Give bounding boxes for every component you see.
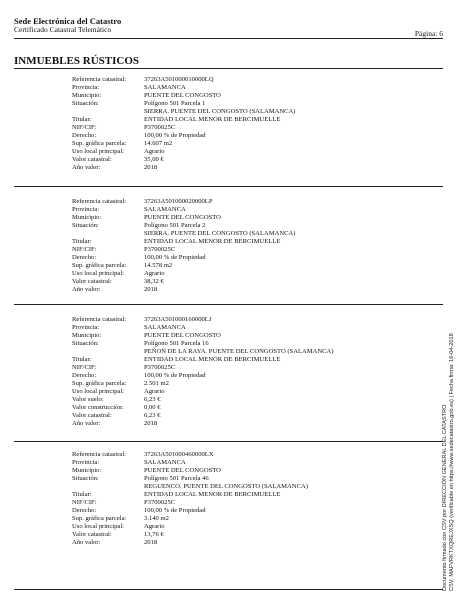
side-csv-text — [442, 333, 456, 591]
field-label: Provincia: — [72, 84, 100, 91]
field-label: Municipio: — [72, 467, 102, 474]
field-value: 100,00 % de Propiedad — [144, 372, 206, 379]
field-value: PUENTE DEL CONGOSTO — [144, 467, 221, 474]
header-subtitle: Certificado Catastral Telemático — [14, 25, 112, 34]
field-value: 100,00 % de Propiedad — [144, 132, 206, 139]
field-label: Valor catastral: — [72, 156, 112, 163]
field-label: Referencia catastral: — [72, 198, 126, 205]
field-value: 2018 — [144, 539, 158, 546]
field-value: P3700025C — [144, 499, 176, 506]
field-label: Provincia: — [72, 206, 100, 213]
field-label: Derecho: — [72, 132, 97, 139]
field-value: 37263A501000020000LP — [144, 198, 213, 205]
page-number: Página: 6 — [414, 29, 443, 38]
field-label: Titular: — [72, 238, 92, 245]
field-label: NIF/CIF: — [72, 364, 97, 371]
field-label: Valor suelo: — [72, 396, 104, 403]
field-value: 2.501 m2 — [144, 380, 169, 387]
field-value: 2018 — [144, 286, 158, 293]
field-label: Año valor: — [72, 286, 101, 293]
field-value: 6,23 € — [144, 412, 161, 419]
field-label: Derecho: — [72, 372, 97, 379]
field-label: Derecho: — [72, 507, 97, 514]
field-label: Año valor: — [72, 539, 101, 546]
field-value: 14.578 m2 — [144, 262, 173, 269]
field-value: 37263A501000010000LQ — [144, 76, 214, 83]
field-value: Polígono 501 Parcela 16 — [144, 340, 209, 347]
field-value: PUENTE DEL CONGOSTO — [144, 332, 221, 339]
record-divider — [14, 186, 443, 187]
field-label: Provincia: — [72, 459, 100, 466]
field-label: Sup. gráfica parcela: — [72, 262, 127, 269]
record-divider — [14, 304, 443, 305]
field-label: NIF/CIF: — [72, 499, 97, 506]
field-label: Año valor: — [72, 420, 101, 427]
field-label: Valor catastral: — [72, 412, 112, 419]
field-label: Municipio: — [72, 332, 102, 339]
field-value: 37263A501000460000LX — [144, 451, 214, 458]
field-value: SIERRA. PUENTE DEL CONGOSTO (SALAMANCA) — [144, 108, 296, 115]
field-label: Referencia catastral: — [72, 316, 126, 323]
field-value: Polígono 501 Parcela 2 — [144, 222, 206, 229]
field-value: P3700025C — [144, 124, 176, 131]
field-value: 6,23 € — [144, 396, 161, 403]
field-label: Sup. gráfica parcela: — [72, 140, 127, 147]
field-label: Situación: — [72, 475, 99, 482]
field-value: Polígono 501 Parcela 1 — [144, 100, 206, 107]
header-org: Sede Electrónica del Catastro — [14, 16, 122, 26]
header-rule — [14, 38, 443, 39]
field-label: Situación: — [72, 340, 99, 347]
field-label: Sup. gráfica parcela: — [72, 380, 127, 387]
field-value: Agrario — [144, 270, 165, 277]
field-value: 13,76 € — [144, 531, 164, 538]
field-value: 38,32 € — [144, 278, 164, 285]
field-value: ENTIDAD LOCAL MENOR DE BERCIMUELLE — [144, 116, 281, 123]
field-value: 100,00 % de Propiedad — [144, 507, 206, 514]
field-label: Situación: — [72, 222, 99, 229]
field-value: 100,00 % de Propiedad — [144, 254, 206, 261]
field-value: Agrario — [144, 388, 165, 395]
field-value: ENTIDAD LOCAL MENOR DE BERCIMUELLE — [144, 491, 281, 498]
field-value: PUENTE DEL CONGOSTO — [144, 92, 221, 99]
field-value: SALAMANCA — [144, 459, 186, 466]
side-csv-line2: CSV: MAFVRKTXQREJXSQ (verificable en https://www.sedecatastro.gob.es) | Fecha firma: 16-04-2018 — [449, 333, 455, 591]
field-value: SALAMANCA — [144, 84, 186, 91]
field-value: SALAMANCA — [144, 206, 186, 213]
field-value: ENTIDAD LOCAL MENOR DE BERCIMUELLE — [144, 238, 281, 245]
field-label: Uso local principal: — [72, 148, 125, 155]
field-value: 0,00 € — [144, 404, 161, 411]
field-label: Municipio: — [72, 214, 102, 221]
field-label: Municipio: — [72, 92, 102, 99]
field-label: Referencia catastral: — [72, 76, 126, 83]
field-label: Titular: — [72, 491, 92, 498]
field-label: Titular: — [72, 356, 92, 363]
field-label: Uso local principal: — [72, 523, 125, 530]
field-label: Valor catastral: — [72, 531, 112, 538]
field-label: Uso local principal: — [72, 388, 125, 395]
field-label: Provincia: — [72, 324, 100, 331]
field-value: SALAMANCA — [144, 324, 186, 331]
field-label: Año valor: — [72, 164, 101, 171]
field-label: Referencia catastral: — [72, 451, 126, 458]
field-label: Valor construcción: — [72, 404, 124, 411]
side-csv-note — [434, 186, 463, 591]
field-label: Sup. gráfica parcela: — [72, 515, 127, 522]
section-title: INMUEBLES RÚSTICOS — [14, 55, 140, 67]
field-label: NIF/CIF: — [72, 124, 97, 131]
field-value: Agrario — [144, 523, 165, 530]
field-value: P3700025C — [144, 364, 176, 371]
field-value: PUENTE DEL CONGOSTO — [144, 214, 221, 221]
side-csv-line1: Documento firmado con CSV por DIRECCIÓN GENERAL DEL CATASTRO — [442, 404, 448, 591]
record-divider — [14, 441, 443, 442]
field-value: 2018 — [144, 420, 158, 427]
field-value: Polígono 501 Parcela 46 — [144, 475, 209, 482]
field-value: 3.140 m2 — [144, 515, 169, 522]
field-label: Valor catastral: — [72, 278, 112, 285]
field-value: PEÑON DE LA RAYA. PUENTE DEL CONGOSTO (SALAMANCA) — [144, 348, 334, 355]
field-value: 2018 — [144, 164, 158, 171]
field-label: NIF/CIF: — [72, 246, 97, 253]
field-value: Agrario — [144, 148, 165, 155]
field-label: Uso local principal: — [72, 270, 125, 277]
bottom-rule — [14, 589, 443, 590]
field-label: Derecho: — [72, 254, 97, 261]
field-value: P3700025C — [144, 246, 176, 253]
field-value: 14.607 m2 — [144, 140, 173, 147]
field-value: 37263A501000160000LJ — [144, 316, 212, 323]
field-value: 35,00 € — [144, 156, 164, 163]
section-rule — [14, 68, 443, 69]
field-label: Situación: — [72, 100, 99, 107]
field-value: REGUENCO. PUENTE DEL CONGOSTO (SALAMANCA) — [144, 483, 308, 490]
field-label: Titular: — [72, 116, 92, 123]
field-value: SIERRA. PUENTE DEL CONGOSTO (SALAMANCA) — [144, 230, 296, 237]
field-value: ENTIDAD LOCAL MENOR DE BERCIMUELLE — [144, 356, 281, 363]
